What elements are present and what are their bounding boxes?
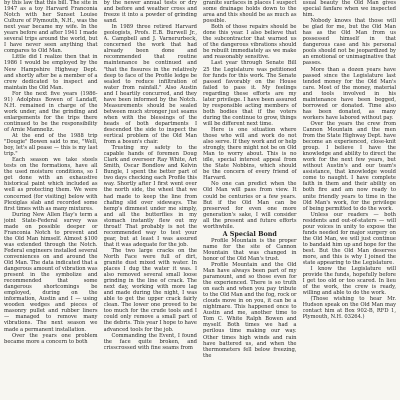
paragraph: by the newer annual tests or dry and before and weather cross and freeze it into a powder of grinding sand. [103, 0, 197, 25]
article-column-4 [303, 0, 397, 400]
paragraph: No one can predict when the Old Man will pass from view. It could be centuries or a few years. But if the Old Man can be preserved for even one more generation's sake, I will consider all the present and future efforts worthwhile. [203, 181, 297, 230]
article-column-1 [4, 0, 98, 400]
section-subheading: A Special Bond [222, 229, 277, 238]
paragraph: Last year through Senate Bill 25 the Legislature was petitioned for funds for this work. The Senate passed favorably on the House failed to pass it. My feelings regarding these efforts are my later privilege. I have been assured by responsible acting members of both bodies that if the voters during the continue to grow, things will be different next time. [203, 60, 297, 127]
paragraph: granite surfaces in places I suspect some drainage holds down to the area and this should be as much as possible. [203, 0, 297, 25]
paragraph: Over the years one problem became more a concern to both [4, 332, 98, 345]
paragraph: Trusting my safety to the capable hands of foremen Doug Clark and overseer Ray White, Art Smith, Oscar Bondlow and Kelvin Bungle, I spent the better part of two days checking each Profile this way. Shortly after I first went over the north side, the wheel that we had made to keep the line from chafing slid over sideways. The hemp's dimmest under me simply, and all the butterflies in my stomach instantly flew out my throat! That probably is not the recommended way to test your gear, but at least I was assured that it was adequate for the job. [103, 145, 197, 248]
paragraph: The two large cracks on the North Face were full of dirt, granite dust mixed with water. In places I dug the water it was. I also removed several small loose grinding in the line of crack. The next day, working with more lag and made during the night, I was able to get the upper crack fairly clean. The lower one proved to be too much for the crude tools and I could only remove a small part of the debris. This year I hope to have advanced tools for the job. [103, 247, 197, 333]
paragraph: (Those wishing to hear Mr. Hudson speak on the Old Man may contact him at Box 902-B, RFD 1, Plymouth, N.H. 03264.) [302, 296, 396, 321]
paragraph: I know the Legislature will provide the funds, hopefully before I get too old or too scared. In lieu of the work, the crew is ready, willing and able to do the work. [302, 266, 396, 297]
paragraph: Here is one situation where those who will and work do not also serve. If they work and or help strongly, there might not be on Old Man to worry about. This is no idle, special interest appeal from the State Nobbins, which should be the concern of every friend of Harvard. [203, 126, 297, 182]
paragraph: Each season we take steels tests on the formations, have all the used moisture conditions, so I get done with an exhaustive historical paint which included as well as protecting them. We were concerned (for visiting) below with Plexiglas slab and recorded some first times with as many mixtures. [4, 157, 98, 212]
paragraph: Over the years the crew from Cannon Mountain and the men from the State Highway Dept. have become an experienced, close-knit group. I believe I have the knowledge and ability to direct the work for the next few years, but without Austin's and our team's assistance, that knowledge would come to naught. I have complete faith in them and their ability on both fire and am now ready to unite friendly years to time in the Old Man's work, for the privilege of being permitted to do the work. [302, 120, 396, 212]
paragraph: Nobody knows that those will be glad for me, but the Old Man has as the Old Man from us possessed himself in that dangerous case and his personal pools should not be jeopardized by an emotional or unimaginative that passes. [302, 18, 396, 67]
paragraph: Commanding the Event, I found the face quite broken, and crisscrossed with fine seams from [103, 332, 197, 351]
paragraph: Profile Mountain and the Old Man have always been part of my paramount, and so those even for the experienced. There is so truth on each and when you pay tribute to the Old Man and the fog, rock or clouds move in on you, it can be a nightmare. This happened once to Austin and me, another time to Tom C. White Ralph Bowen and myself. Both times we had a perilous time making our way. Other times high winds and rain have battered us, and when the thermometers fell below freezing, the [203, 261, 297, 359]
paragraph: Unless our readers — both residents and out-of-staters — will pour voices in unity to expose the funds needed for major surgery on the Old Man, we will just continue to bandaid him up and hope for the best. But the Old Man deserves more, and this is why I joined the state appearing to the Legislature. [302, 211, 396, 267]
paragraph: At the end of the 1988 trip "Dougie" Bowen said to me, "Well, boy, let's all pease — this is my last trip." [4, 133, 98, 158]
paragraph: In 1989 three retired Harvard geologists, Profs. E.B. Burwell Jr., A. Campbell and J. Varnerurbeck, concerned the work that had already been done and recommended that routine maintenance be continued and "that the fissures in the relatively deep to face of the Profile ledge be sealed to reduce infiltration of water from rainfall." Also Austin and I heartily concurred, and they have been informed by the Notch. Measurements should be sealed between much stronger just seams when with the blessings of the heads of both departments I descended the side to inspect the vertical problem of the Old Man from a bosun's chair. [103, 24, 197, 146]
paragraph: Profile Mountain is the proper name for the site of Cannon Mountain that was changed in honor of the Old Man's trust. [203, 237, 297, 262]
paragraph: For the next five years (1986-91) Adolphus Bowen of Landaff, N.H. remained in charge of the work under, and the grinding and enlargements for the trips there continued to be the responsibility of Arnie Mamneliz. [4, 90, 98, 133]
paragraph: During New Allen Hay's term a joint State-Federal survey was made on possible deeper or Franconia Notch to prevent and the Old Man himself. Almost $100 was extended through the Notch. Federal engineers installed several conveniences on and around the Old Man. The data indicated that a dangerous amount of vibration was present in the symbolize and recommended that some dangerous shortcomings be employed, during on the information, Austin and I — using wooden wedges and pieces of masonry pullet and rubber liners — managed to remove many vibrations. The next season we made a permanent installation. [4, 211, 98, 333]
paragraph: More than a dozen years have passed since the Legislature last tended money for the Old Man's care. Most of the money, material and tools involved in his maintenance have been begged, borrowed or donated. Time also has been donated, as many workers have labored without pay. [302, 66, 396, 121]
paragraph: Little did I realize then that in 1986 I would be employed by the New Hampshire Highway Dept. and shortly after be a member of a crew dedicated to inspect and maintain the Old Man. [4, 54, 98, 91]
paragraph: Both of those repairs should be done this year. I also believe that the subcontractor that warned us of the dangerous vibrations should be rebuilt immediately as we make and reasonably sensitive. [203, 24, 297, 61]
paragraph: usual beauty the Old Man gives special fanfare when we inspected him. [302, 0, 396, 19]
article-column-2 [104, 0, 198, 400]
article-column-3 [203, 0, 297, 400]
paragraph: by this law that this bill. The site in 1947 as a toy Harvard Franconia Notch with her Sunset Louise Culture of Plymouth, N.H., was the next year became my wife. In the years before and after 1941 I made several trips around the world, but I have never seen anything that compares to Old Man. [4, 0, 98, 55]
